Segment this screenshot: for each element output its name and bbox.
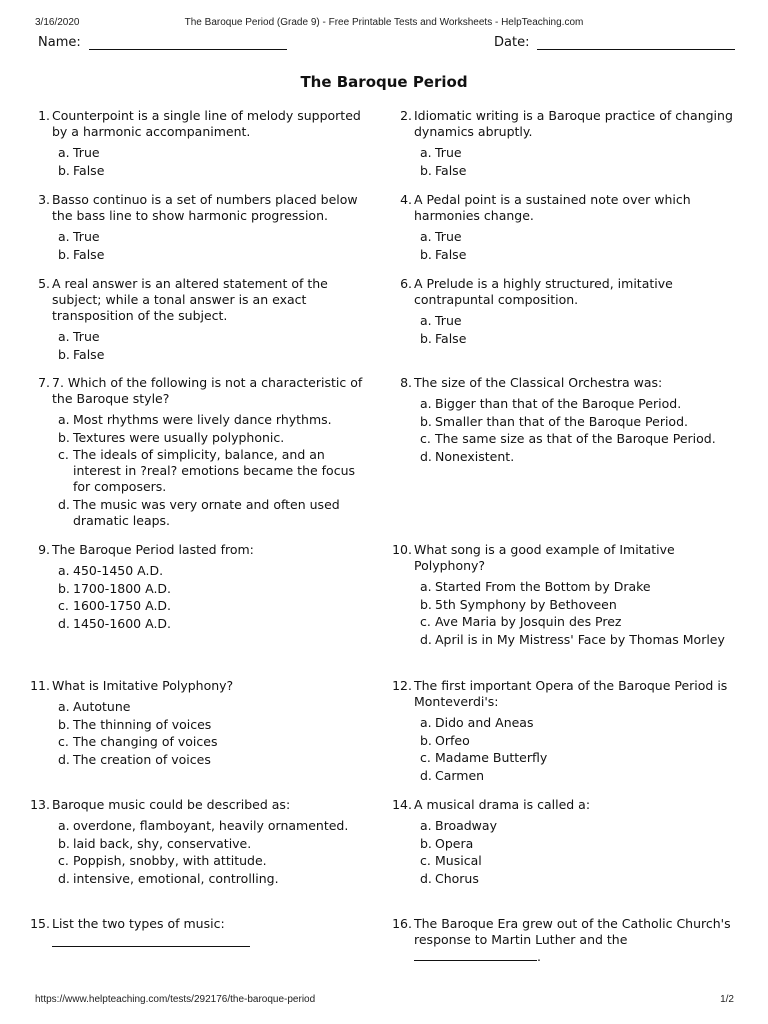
answer-option[interactable]: [420, 229, 734, 245]
answer-option[interactable]: [58, 447, 372, 495]
option-text: The changing of voices: [73, 734, 218, 750]
option-letter: b.: [420, 835, 432, 851]
option-text: laid back, shy, conservative.: [73, 835, 252, 851]
option-letter: d.: [420, 768, 432, 784]
option-text: True: [435, 145, 462, 160]
question-number: 14.: [392, 797, 412, 812]
answer-option[interactable]: [420, 431, 734, 447]
answer-options: [388, 396, 734, 465]
question-number: 15.: [30, 916, 50, 931]
question-7: [26, 375, 372, 531]
option-letter: a.: [58, 412, 70, 427]
option-text: The thinning of voices: [73, 716, 212, 732]
option-letter: b.: [420, 246, 432, 262]
option-text: Musical: [435, 853, 482, 869]
option-letter: d.: [420, 632, 432, 648]
question-text: [414, 108, 734, 140]
option-letter: b.: [420, 162, 432, 178]
question-number: 4.: [400, 192, 412, 207]
answer-option[interactable]: [58, 163, 372, 179]
answer-option[interactable]: [420, 871, 734, 887]
option-letter: c.: [58, 447, 69, 463]
answer-option[interactable]: [420, 313, 734, 329]
answer-option[interactable]: [420, 331, 734, 347]
option-letter: a.: [58, 145, 70, 160]
question-text: [414, 916, 734, 965]
option-text: False: [435, 162, 467, 178]
option-letter: d.: [58, 752, 70, 768]
question-text: [52, 192, 372, 224]
print-url: https://www.helpteaching.com/tests/292176/the-baroque-period: [35, 994, 316, 1005]
name-label: Name:: [38, 35, 81, 50]
option-text: False: [435, 246, 467, 262]
question-number: 11.: [30, 678, 50, 693]
page-number: 1/2: [720, 994, 734, 1005]
option-letter: b.: [58, 429, 70, 445]
question-text: [52, 542, 372, 558]
question-number: 16.: [392, 916, 412, 931]
question-16: [388, 916, 734, 965]
answer-option[interactable]: [420, 768, 734, 784]
question-number: 9.: [38, 542, 50, 557]
answer-option[interactable]: [420, 632, 734, 648]
question-3: [26, 192, 372, 264]
question-number: 5.: [38, 276, 50, 291]
answer-option[interactable]: [58, 598, 372, 614]
option-text: True: [435, 313, 462, 328]
question-text: [414, 192, 734, 224]
question-text: [414, 678, 734, 710]
question-stem: Counterpoint is a single line of melody supported by a harmonic accompaniment.: [52, 108, 361, 139]
name-blank-line[interactable]: [89, 36, 287, 50]
option-text: False: [73, 346, 105, 362]
option-text: Textures were usually polyphonic.: [73, 429, 285, 445]
question-stem: Baroque music could be described as:: [52, 797, 291, 812]
option-letter: a.: [420, 145, 432, 160]
option-letter: b.: [58, 716, 70, 732]
worksheet-title: The Baroque Period: [300, 73, 468, 91]
answer-option[interactable]: [58, 563, 372, 579]
answer-option[interactable]: [58, 699, 372, 715]
option-letter: a.: [58, 699, 70, 714]
option-letter: b.: [58, 346, 70, 362]
answer-options: [388, 818, 734, 887]
question-number: 8.: [400, 375, 412, 390]
question-text: [52, 375, 372, 407]
answer-options: [26, 329, 372, 363]
answer-blank-line[interactable]: [414, 948, 537, 961]
question-text: [414, 797, 734, 813]
answer-option[interactable]: [58, 430, 372, 446]
question-stem: List the two types of music:: [52, 916, 225, 931]
option-letter: c.: [420, 750, 431, 766]
answer-options: [388, 145, 734, 179]
question-1: [26, 108, 372, 180]
answer-option[interactable]: [420, 163, 734, 179]
option-text: Broadway: [435, 818, 497, 833]
option-letter: d.: [420, 871, 432, 887]
option-letter: c.: [58, 853, 69, 869]
question-stem: A real answer is an altered statement of the subject; while a tonal answer is an exact transposition of the subject.: [52, 276, 328, 323]
question-number: 6.: [400, 276, 412, 291]
option-letter: b.: [420, 732, 432, 748]
date-blank-line[interactable]: [537, 36, 735, 50]
question-number: 12.: [392, 678, 412, 693]
answer-option[interactable]: [420, 247, 734, 263]
question-number: 7.: [38, 375, 50, 390]
question-15: [26, 916, 372, 951]
question-4: [388, 192, 734, 264]
option-letter: b.: [58, 580, 70, 596]
name-field: [38, 35, 287, 50]
option-text: 5th Symphony by Bethoveen: [435, 596, 617, 612]
option-text: False: [73, 246, 105, 262]
answer-options: [26, 563, 372, 632]
question-10: [388, 542, 734, 650]
answer-option[interactable]: [58, 818, 372, 834]
answer-option[interactable]: [420, 614, 734, 630]
option-text: Ave Maria by Josquin des Prez: [435, 614, 622, 630]
option-text: intensive, emotional, controlling.: [73, 871, 279, 887]
option-letter: b.: [420, 596, 432, 612]
option-letter: d.: [58, 497, 70, 513]
answer-option[interactable]: [420, 579, 734, 595]
option-text: Orfeo: [435, 732, 470, 748]
answer-option[interactable]: [420, 449, 734, 465]
option-letter: d.: [420, 449, 432, 465]
question-stem-end: .: [537, 949, 541, 964]
question-text: [52, 678, 372, 694]
answer-options: [388, 229, 734, 263]
question-stem: Idiomatic writing is a Baroque practice of changing dynamics abruptly.: [414, 108, 733, 139]
answer-option[interactable]: [420, 853, 734, 869]
question-5: [26, 276, 372, 364]
answer-blank-line[interactable]: [52, 936, 250, 947]
option-text: False: [73, 162, 105, 178]
question-12: [388, 678, 734, 786]
question-number: 3.: [38, 192, 50, 207]
option-text: The music was very ornate and often used dramatic leaps.: [73, 497, 340, 529]
answer-option[interactable]: [58, 329, 372, 345]
answer-option[interactable]: [58, 734, 372, 750]
option-letter: a.: [420, 396, 432, 411]
option-text: Dido and Aneas: [435, 715, 534, 730]
question-14: [388, 797, 734, 889]
question-stem: The Baroque Period lasted from:: [52, 542, 254, 557]
answer-options: [26, 699, 372, 768]
option-letter: a.: [58, 818, 70, 833]
option-text: 1700-1800 A.D.: [73, 580, 172, 596]
option-text: True: [73, 229, 100, 244]
option-letter: b.: [420, 413, 432, 429]
question-2: [388, 108, 734, 180]
option-text: The ideals of simplicity, balance, and an interest in ?real? emotions became the focus for composers.: [73, 447, 356, 495]
question-text: [52, 797, 372, 813]
option-text: Carmen: [435, 768, 485, 784]
option-letter: d.: [58, 616, 70, 632]
answer-options: [388, 715, 734, 784]
print-page-title: The Baroque Period (Grade 9) - Free Printable Tests and Worksheets - HelpTeaching.com: [184, 17, 584, 28]
question-stem: What song is a good example of Imitative Polyphony?: [414, 542, 675, 573]
answer-option[interactable]: [58, 145, 372, 161]
option-text: Bigger than that of the Baroque Period.: [435, 396, 682, 411]
answer-option[interactable]: [58, 497, 372, 529]
question-stem: The size of the Classical Orchestra was:: [414, 375, 663, 390]
question-13: [26, 797, 372, 889]
answer-option[interactable]: [420, 597, 734, 613]
option-letter: b.: [58, 162, 70, 178]
question-text: [52, 916, 372, 951]
print-date: 3/16/2020: [35, 17, 80, 28]
question-stem: A Pedal point is a sustained note over which harmonies change.: [414, 192, 691, 223]
answer-option[interactable]: [420, 715, 734, 731]
option-text: True: [73, 145, 100, 160]
answer-option[interactable]: [420, 836, 734, 852]
question-stem: The Baroque Era grew out of the Catholic Church's response to Martin Luther and the: [414, 916, 731, 947]
option-text: True: [435, 229, 462, 244]
question-number: 1.: [38, 108, 50, 123]
question-stem: 7. Which of the following is not a characteristic of the Baroque style?: [52, 375, 363, 406]
option-letter: a.: [58, 563, 70, 578]
date-label: Date:: [494, 35, 530, 50]
question-stem: The first important Opera of the Baroque Period is Monteverdi's:: [414, 678, 728, 709]
option-letter: a.: [58, 329, 70, 344]
question-stem: A musical drama is called a:: [414, 797, 591, 812]
option-text: overdone, flamboyant, heavily ornamented.: [73, 818, 349, 833]
answer-options: [26, 818, 372, 887]
question-text: [414, 542, 734, 574]
answer-option[interactable]: [58, 412, 372, 428]
option-letter: a.: [420, 818, 432, 833]
option-text: False: [435, 330, 467, 346]
question-stem: What is Imitative Polyphony?: [52, 678, 234, 693]
option-text: April is in My Mistress' Face by Thomas Morley: [435, 632, 725, 648]
answer-options: [26, 412, 372, 529]
option-text: Opera: [435, 835, 474, 851]
option-letter: c.: [58, 734, 69, 750]
option-letter: a.: [420, 229, 432, 244]
option-text: 450-1450 A.D.: [73, 563, 164, 578]
question-number: 13.: [30, 797, 50, 812]
question-stem: A Prelude is a highly structured, imitative contrapuntal composition.: [414, 276, 673, 307]
answer-options: [26, 145, 372, 179]
option-text: The same size as that of the Baroque Period.: [435, 431, 716, 447]
answer-option[interactable]: [420, 818, 734, 834]
answer-option[interactable]: [58, 752, 372, 768]
option-letter: b.: [58, 835, 70, 851]
answer-option[interactable]: [420, 414, 734, 430]
answer-option[interactable]: [420, 733, 734, 749]
question-11: [26, 678, 372, 770]
answer-option[interactable]: [58, 347, 372, 363]
date-field: [494, 35, 735, 50]
option-letter: d.: [58, 871, 70, 887]
answer-option[interactable]: [58, 616, 372, 632]
answer-option[interactable]: [420, 396, 734, 412]
option-text: Poppish, snobby, with attitude.: [73, 853, 267, 869]
option-letter: a.: [420, 313, 432, 328]
question-text: [52, 276, 372, 324]
question-number: 10.: [392, 542, 412, 557]
answer-option[interactable]: [58, 247, 372, 263]
option-text: Most rhythms were lively dance rhythms.: [73, 412, 332, 427]
option-letter: b.: [58, 246, 70, 262]
question-8: [388, 375, 734, 467]
option-text: Autotune: [73, 699, 131, 714]
option-text: Started From the Bottom by Drake: [435, 579, 651, 594]
question-stem: Basso continuo is a set of numbers placed below the bass line to show harmonic progression.: [52, 192, 358, 223]
option-text: Madame Butterfly: [435, 750, 548, 766]
option-letter: c.: [58, 598, 69, 614]
question-9: [26, 542, 372, 634]
answer-option[interactable]: [58, 717, 372, 733]
question-6: [388, 276, 734, 348]
option-letter: a.: [58, 229, 70, 244]
option-text: The creation of voices: [73, 752, 211, 768]
question-text: [414, 375, 734, 391]
answer-options: [26, 229, 372, 263]
option-text: 1600-1750 A.D.: [73, 598, 172, 614]
option-text: 1450-1600 A.D.: [73, 616, 172, 632]
question-number: 2.: [400, 108, 412, 123]
answer-option[interactable]: [420, 750, 734, 766]
option-text: Smaller than that of the Baroque Period.: [435, 413, 688, 429]
question-text: [414, 276, 734, 308]
answer-option[interactable]: [58, 229, 372, 245]
option-text: Chorus: [435, 871, 479, 887]
option-letter: a.: [420, 715, 432, 730]
option-text: True: [73, 329, 100, 344]
answer-option[interactable]: [58, 853, 372, 869]
answer-option[interactable]: [58, 871, 372, 887]
option-text: Nonexistent.: [435, 449, 515, 465]
option-letter: c.: [420, 431, 431, 447]
answer-option[interactable]: [58, 581, 372, 597]
answer-option[interactable]: [420, 145, 734, 161]
answer-options: [388, 313, 734, 347]
answer-option[interactable]: [58, 836, 372, 852]
option-letter: b.: [420, 330, 432, 346]
answer-options: [388, 579, 734, 648]
question-text: [52, 108, 372, 140]
option-letter: c.: [420, 614, 431, 630]
option-letter: c.: [420, 853, 431, 869]
option-letter: a.: [420, 579, 432, 594]
